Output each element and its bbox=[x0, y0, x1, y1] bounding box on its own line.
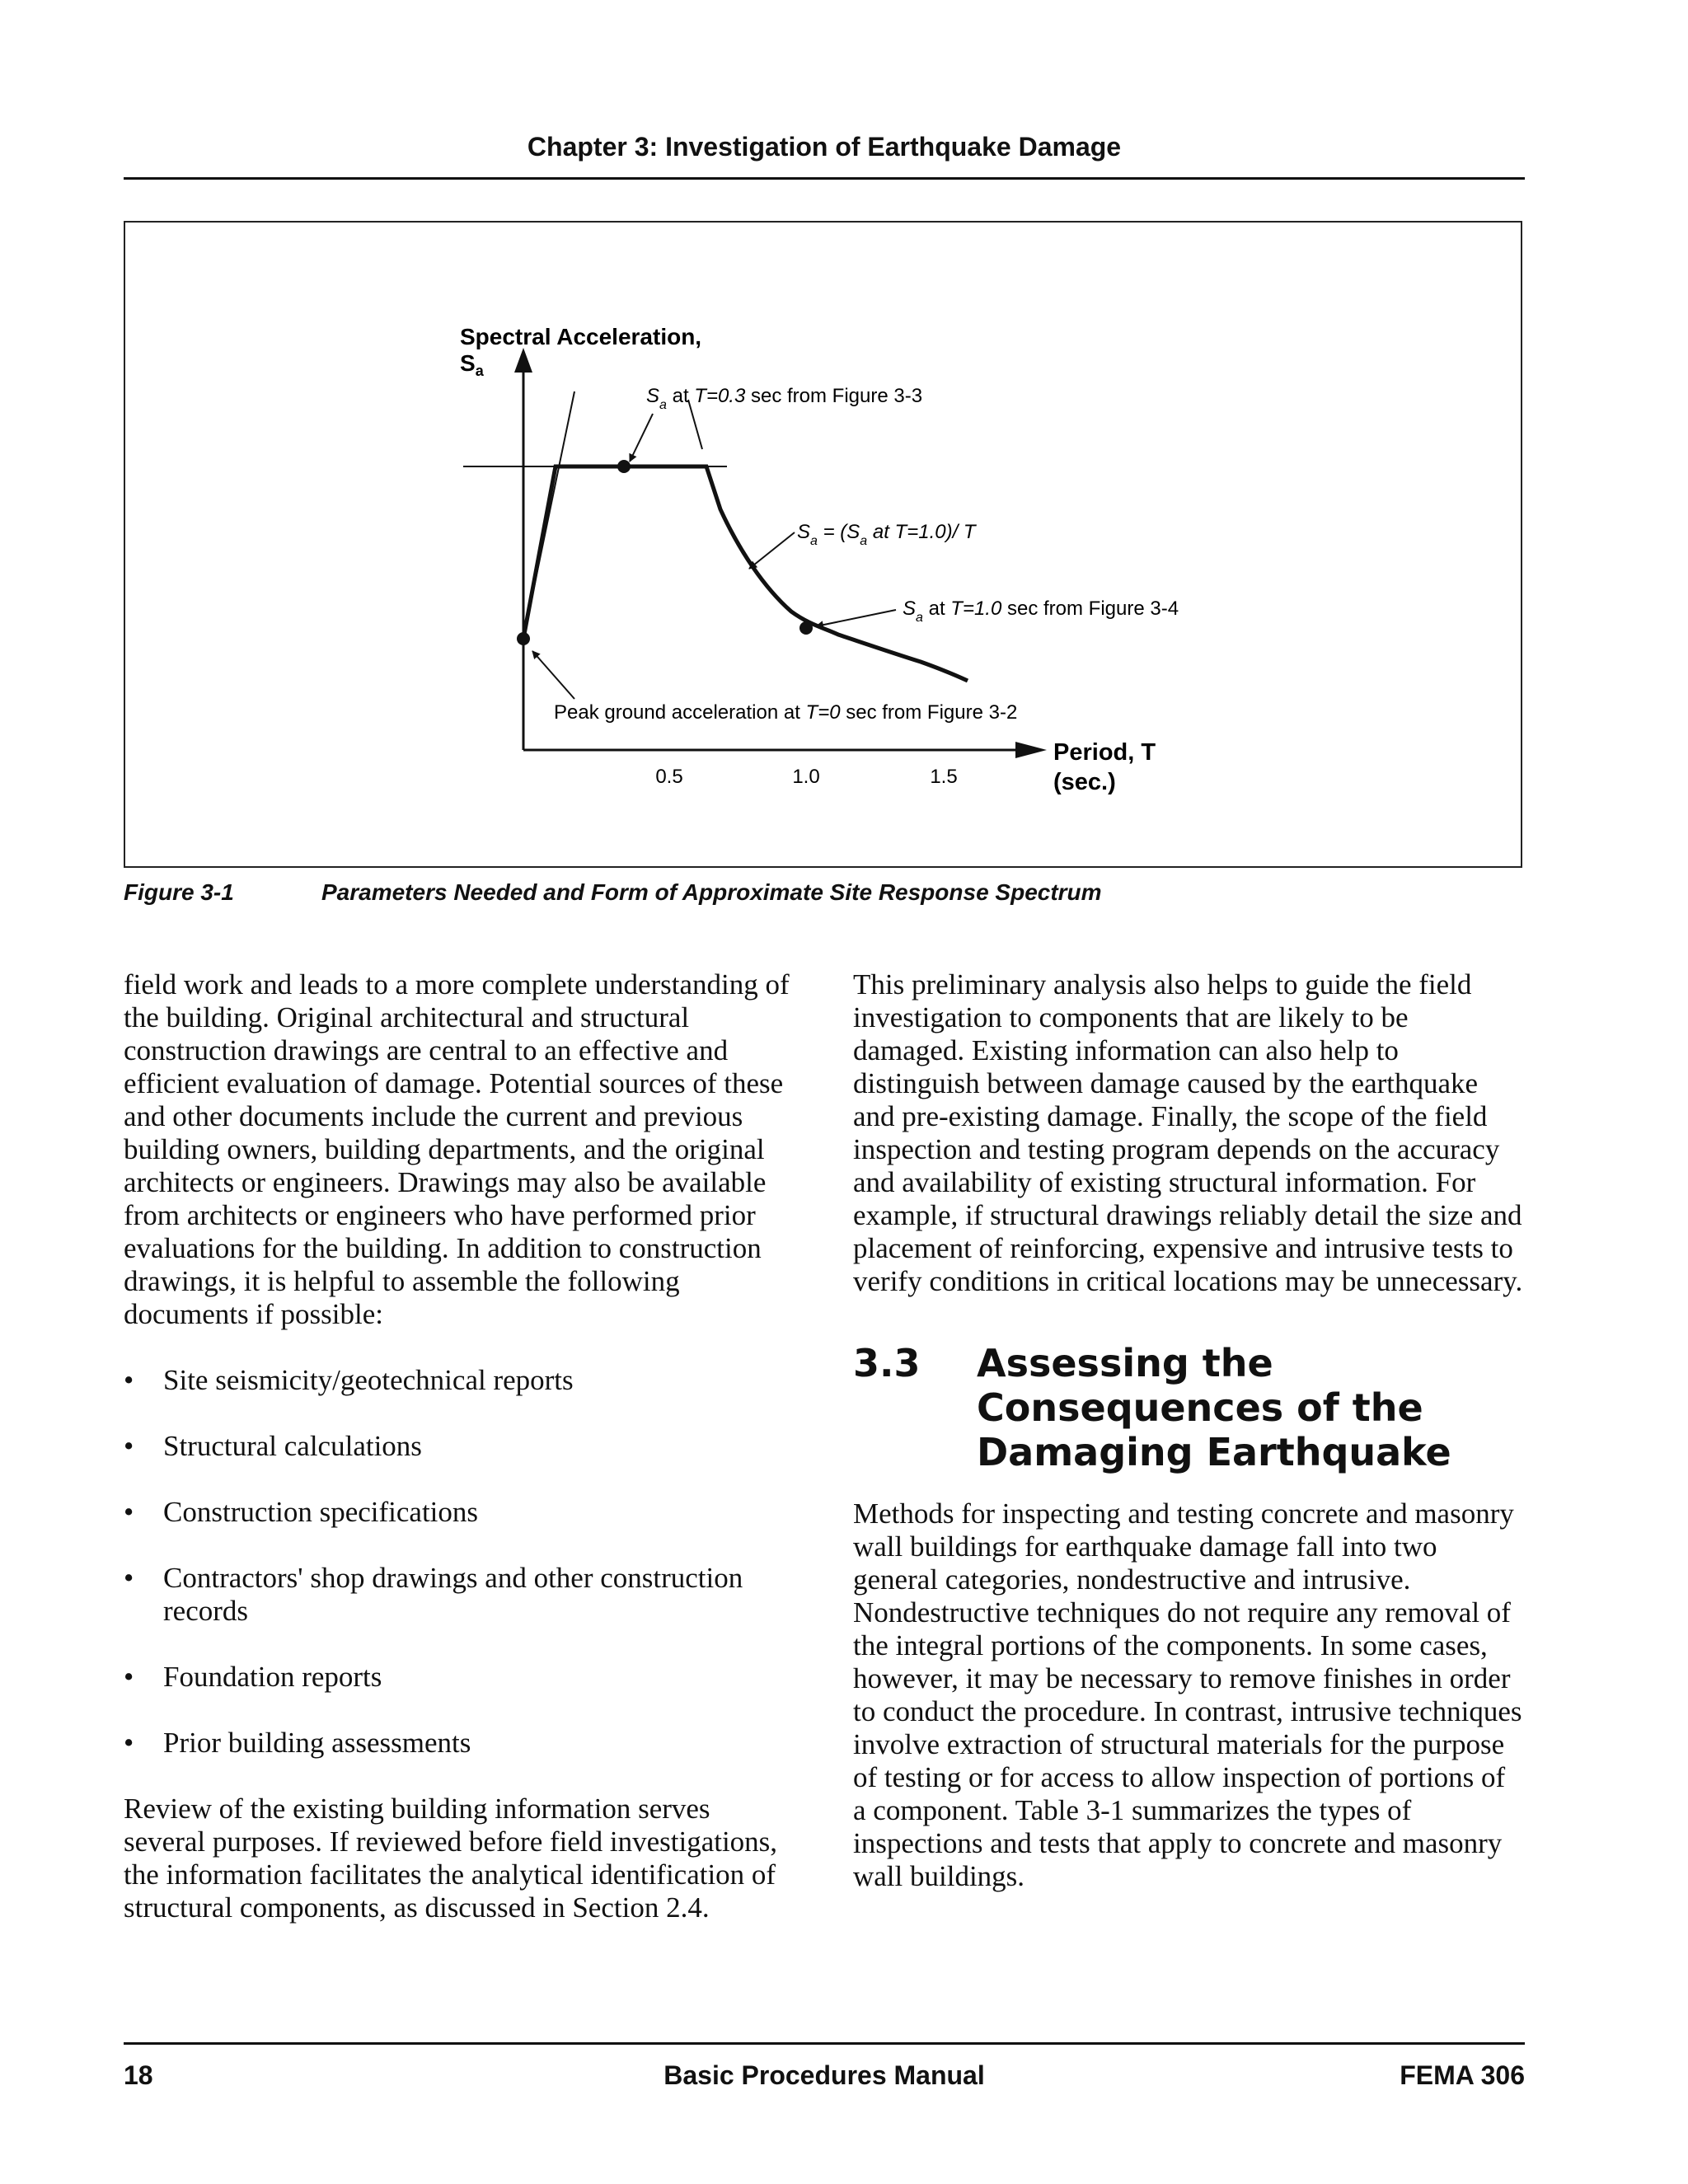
section-title-line: Consequences of the bbox=[977, 1385, 1423, 1430]
figure-number: Figure 3-1 bbox=[124, 879, 234, 905]
bullet-icon: • bbox=[124, 1562, 134, 1594]
right-first-paragraph: This preliminary analysis also helps to guide the field investigation to components that are likely to be damaged. Existing information can also help to distinguish between damage caused by the earthquake and pre-existing damage. Finally, the scope of the field inspection and testing program depends on the accuracy and availability of existing structural information. For example, if structural drawings reliably detail the size and placement of reinforcing, expensive and intrusive tests to verify conditions in critical locations may be unnecessary. bbox=[853, 968, 1523, 1297]
publication-id: FEMA 306 bbox=[1400, 2060, 1525, 2090]
running-head: Chapter 3: Investigation of Earthquake Damage bbox=[527, 132, 1122, 162]
x-axis-units: (sec.) bbox=[1053, 769, 1116, 795]
right-second-paragraph: Methods for inspecting and testing concrete and masonry wall buildings for earthquake damage fall into two general categories, nondestructive and intrusive. Nondestructive techniques do not require any removal of the integral portions of the components. In some cases, however, it may be necessary to remove finishes in order to conduct the procedure. In contrast, intrusive techniques involve extraction of structural materials for the purpose of testing or for access to allow inspection of portions of a component. Table 3-1 summarizes the types of inspections and tests that apply to concrete and masonry wall buildings. bbox=[853, 1497, 1522, 1892]
plateau-point bbox=[617, 460, 631, 473]
section-heading bbox=[853, 1341, 1525, 1474]
list-item: • Contractors' shop drawings and other construction records bbox=[124, 1562, 743, 1627]
header-rule bbox=[124, 177, 1525, 180]
response-spectrum-diagram bbox=[125, 223, 1521, 866]
y-axis-title: Spectral Acceleration, bbox=[460, 324, 702, 349]
x-axis-title: Period, T bbox=[1053, 739, 1156, 766]
y-axis-arrowhead bbox=[514, 348, 532, 373]
descending-leader bbox=[749, 532, 795, 569]
publication-title: Basic Procedures Manual bbox=[663, 2060, 985, 2090]
page-number: 18 bbox=[124, 2060, 153, 2090]
figure-caption bbox=[124, 879, 1525, 906]
list-item: • Site seismicity/geotechnical reports bbox=[124, 1364, 574, 1396]
descending-annotation: $S_a = (S_a$ at T=1.0)/ T bbox=[797, 521, 976, 548]
pga-annotation: Peak ground acceleration at T=0 sec from Figure 3-2 bbox=[554, 701, 1018, 724]
left-column bbox=[124, 968, 795, 1924]
list-item: • Prior building assessments bbox=[124, 1727, 471, 1759]
one-second-leader bbox=[816, 610, 896, 626]
section-title-line: Damaging Earthquake bbox=[977, 1430, 1451, 1474]
x-axis-arrowhead bbox=[1015, 742, 1047, 758]
pga-point bbox=[517, 632, 530, 645]
bullet-icon: • bbox=[124, 1496, 134, 1528]
figure-title: Parameters Needed and Form of Approximate Site Response Spectrum bbox=[321, 879, 1102, 905]
plateau-annotation: $S_a$ at T=0.3 sec from Figure 3-3 bbox=[646, 385, 923, 412]
descending-construction-line bbox=[688, 400, 702, 449]
x-tick-label: 1.5 bbox=[930, 766, 958, 788]
bullet-icon: • bbox=[124, 1727, 134, 1759]
list-item: • Construction specifications bbox=[124, 1496, 479, 1528]
spectrum-curve bbox=[523, 466, 968, 681]
list-item: • Structural calculations bbox=[124, 1430, 422, 1462]
footer-rule bbox=[124, 2042, 1525, 2045]
list-item: • Foundation reports bbox=[124, 1661, 382, 1693]
bullet-icon: • bbox=[124, 1661, 134, 1693]
one-second-annotation: $S_a$ at T=1.0 sec from Figure 3-4 bbox=[903, 598, 1179, 625]
x-tick-label: 0.5 bbox=[655, 766, 683, 788]
x-tick-label: 1.0 bbox=[792, 766, 820, 788]
bullet-icon: • bbox=[124, 1430, 134, 1462]
section-title-line: Assessing the bbox=[977, 1341, 1273, 1385]
section-number: 3.3 bbox=[853, 1341, 921, 1385]
figure-3-1 bbox=[124, 221, 1522, 868]
one-second-point bbox=[799, 621, 813, 635]
left-intro-paragraph: field work and leads to a more complete understanding of the building. Original architectural and structural construction drawings are central to an effective and efficient evaluation of damage. Potential sources of these and other documents include the current and previous building owners, building departments, and the original architects or engineers. Drawings may also be available from architects or engineers who have performed prior evaluations for the building. In addition to construction drawings, it is helpful to assemble the following documents if possible: bbox=[124, 968, 790, 1330]
y-axis-symbol: $S_a$ bbox=[460, 350, 484, 379]
bullet-icon: • bbox=[124, 1364, 134, 1396]
right-column bbox=[853, 968, 1525, 1893]
left-closing-paragraph: Review of the existing building information serves several purposes. If reviewed before field investigations, the information facilitates the analytical identification of structural components, as discussed in Section 2.4. bbox=[124, 1793, 778, 1924]
pga-leader bbox=[532, 651, 574, 699]
plateau-leader bbox=[630, 414, 653, 462]
documents-list bbox=[124, 1364, 795, 1760]
